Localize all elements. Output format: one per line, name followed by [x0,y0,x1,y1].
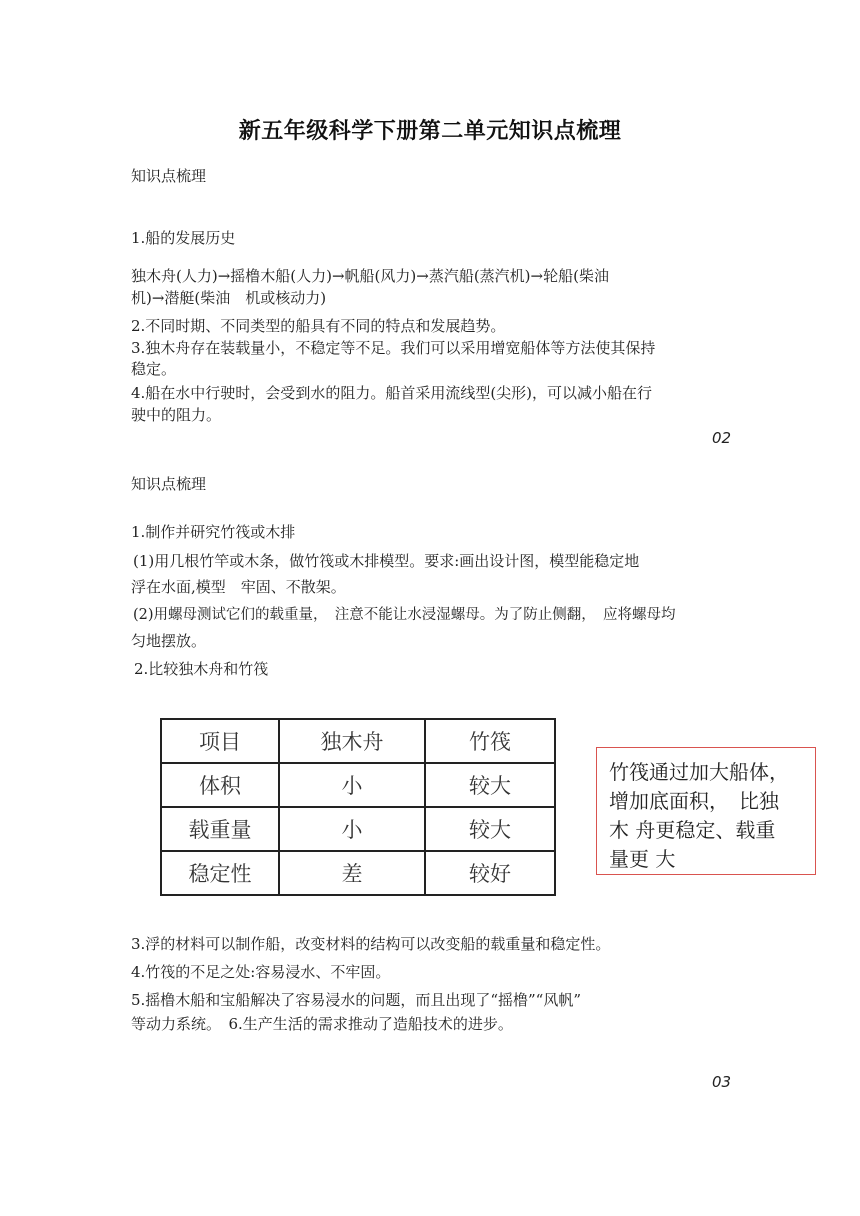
point-5-line1: 5.摇橹木船和宝船解决了容易浸水的问题，而且出现了“摇橹”“风帆” [131,991,581,1009]
raft-step1-line2: 浮在水面,模型 牢固、不散架。 [131,578,346,596]
comparison-table [160,718,556,896]
page-number: 02 [712,429,732,447]
table-cell: 稳定性 [161,851,279,895]
table-row [161,763,555,807]
raft-step1-line1: (1)用几根竹竿或木条，做竹筏或木排模型。要求:画出设计图，模型能稳定地 [133,552,640,570]
point-4-line1: 4.船在水中行驶时，会受到水的阻力。船首采用流线型(尖形)，可以减小船在行 [131,384,653,402]
heading-compare: 2.比较独木舟和竹筏 [134,660,269,678]
raft-step2-line1: (2)用螺母测试它们的载重量， 注意不能让水浸湿螺母。为了防止侧翻， 应将螺母均 [133,607,676,623]
ship-history-line1: 独木舟(人力)→摇橹木船(人力)→帆船(风力)→蒸汽船(蒸汽机)→轮船(柴油 [131,267,609,285]
raft-step2-line2: 匀地摆放。 [131,632,207,650]
table-row [161,807,555,851]
page-number: 03 [712,1073,732,1091]
table-header-cell: 竹筏 [425,719,555,763]
table-cell: 较大 [425,807,555,851]
point-3: 3.浮的材料可以制作船，改变材料的结构可以改变船的载重量和稳定性。 [131,935,611,953]
section-header: 知识点梳理 [131,475,207,493]
point-4-line2: 驶中的阻力。 [131,406,222,424]
point-3-line1: 3.独木舟存在装载量小，不稳定等不足。我们可以采用增宽船体等方法使其保持 [131,339,656,357]
table-cell: 载重量 [161,807,279,851]
page-title: 新五年级科学下册第二单元知识点梳理 [238,119,622,144]
table-cell: 差 [279,851,425,895]
table-cell: 较大 [425,763,555,807]
point-4: 4.竹筏的不足之处:容易浸水、不牢固。 [131,963,391,981]
point-5-line2: 等动力系统。 6.生产生活的需求推动了造船技术的进步。 [131,1015,513,1033]
table-header-row [161,719,555,763]
table-cell: 小 [279,807,425,851]
table-cell: 小 [279,763,425,807]
point-2: 2.不同时期、不同类型的船具有不同的特点和发展趋势。 [131,317,506,335]
heading-ship-history: 1.船的发展历史 [131,229,236,247]
heading-raft-study: 1.制作并研究竹筏或木排 [131,523,296,541]
table-cell: 较好 [425,851,555,895]
note-box: 竹筏通过加大船体， 增加底面积， 比独 木 舟更稳定、载重 量更 大 [596,747,816,875]
table-header-cell: 项目 [161,719,279,763]
table-header-cell: 独木舟 [279,719,425,763]
table-row [161,851,555,895]
table-cell: 体积 [161,763,279,807]
point-3-line2: 稳定。 [131,360,177,378]
ship-history-line2: 机)→潜艇(柴油 机或核动力) [131,289,327,307]
section-header: 知识点梳理 [131,167,207,185]
